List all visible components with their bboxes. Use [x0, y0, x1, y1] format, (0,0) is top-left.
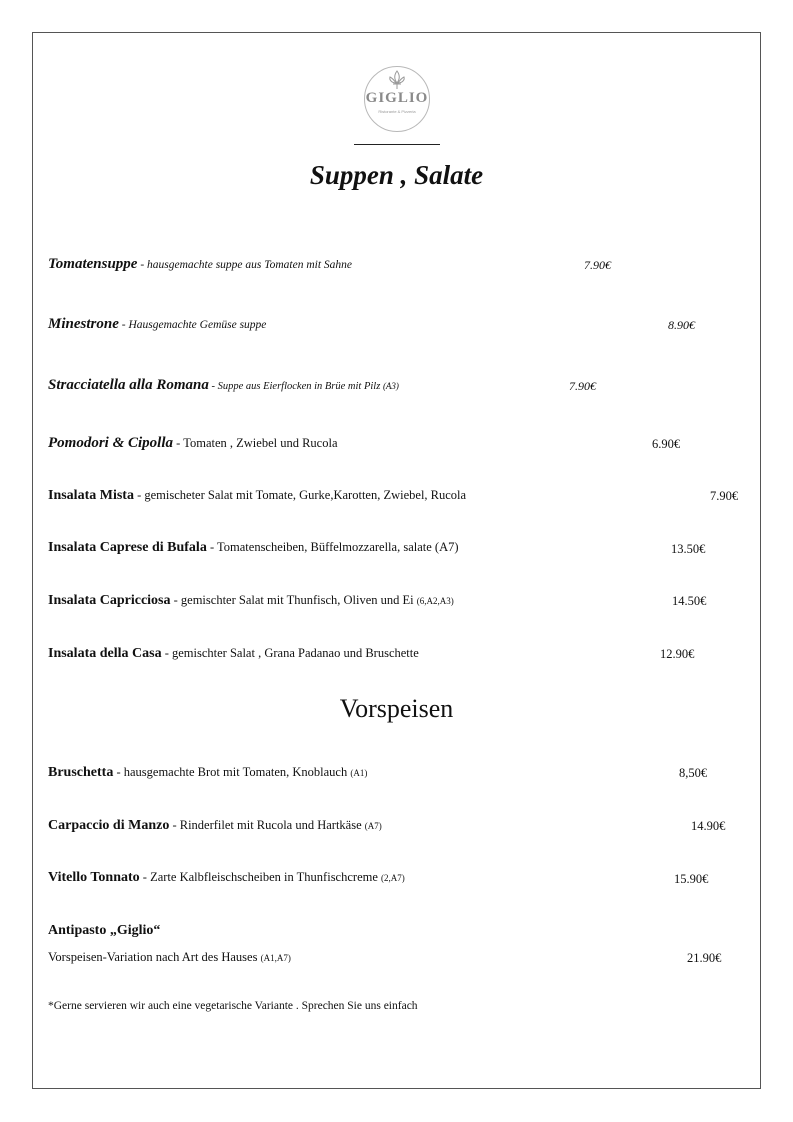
item-price: 7.90€	[569, 379, 596, 393]
item-name: Carpaccio di Manzo	[48, 818, 170, 833]
item-price: 13.50€	[671, 542, 706, 556]
menu-item-insalata-mista	[48, 488, 466, 504]
item-allergens: (A3)	[382, 381, 399, 391]
menu-item-insalata-della-casa	[48, 646, 419, 662]
menu-item-bruschetta	[48, 765, 367, 781]
item-price: 14.90€	[691, 819, 726, 833]
logo-subtitle: Ristorante & Pizzeria	[378, 109, 416, 114]
item-name: Minestrone	[48, 316, 119, 332]
item-name: Insalata Caprese di Bufala	[48, 540, 207, 555]
item-description: - gemischter Salat mit Thunfisch, Oliven und Ei	[170, 593, 417, 607]
item-description: - gemischeter Salat mit Tomate, Gurke,Karotten, Zwiebel, Rucola	[133, 488, 467, 502]
item-description: - Hausgemachte Gemüse suppe	[118, 319, 267, 331]
item-allergens: (A1,A7)	[260, 953, 291, 963]
menu-item-antipasto-giglio	[48, 923, 160, 939]
vegetarian-note: *Gerne servieren wir auch eine vegetarische Variante . Sprechen Sie uns einfach	[48, 1000, 418, 1012]
menu-item-insalata-capricciosa	[48, 593, 454, 609]
item-name: Insalata Mista	[48, 488, 134, 503]
item-allergens: (6,A2,A3)	[416, 596, 454, 606]
item-price: 12.90€	[660, 647, 695, 661]
item-price: 8,50€	[679, 766, 708, 780]
item-allergens: (2,A7)	[381, 873, 405, 883]
item-price: 21.90€	[687, 951, 722, 965]
fleur-de-lis-icon	[386, 70, 408, 92]
item-description: - hausgemachte suppe aus Tomaten mit Sahne	[137, 259, 353, 271]
item-price: 6.90€	[652, 437, 681, 451]
item-price: 14.50€	[672, 594, 707, 608]
item-price: 15.90€	[674, 872, 709, 886]
menu-item-minestrone	[48, 316, 266, 333]
giglio-logo	[364, 66, 430, 132]
menu-item-insalata-caprese	[48, 540, 459, 556]
item-name: Insalata Capricciosa	[48, 593, 171, 608]
item-name: Pomodori & Cipolla	[48, 435, 174, 451]
menu-item-stracciatella	[48, 377, 399, 394]
section-title-suppen-salate: Suppen , Salate	[309, 160, 484, 190]
item-name: Bruschetta	[48, 765, 114, 780]
item-price: 7.90€	[584, 258, 611, 272]
item-description: - Tomatenscheiben, Büffelmozzarella, salate (A7)	[206, 540, 459, 554]
item-description: Vorspeisen-Variation nach Art des Hauses	[48, 950, 261, 964]
menu-item-vitello-tonnato	[48, 870, 405, 886]
item-description: - Suppe aus Eierflocken in Brüe mit Pilz	[208, 381, 383, 392]
item-description: - Zarte Kalbfleischscheiben in Thunfischcreme	[139, 870, 382, 884]
item-price: 7.90€	[710, 489, 739, 503]
item-allergens: (A7)	[364, 821, 382, 831]
item-name: Tomatensuppe	[48, 256, 138, 272]
section-title-vorspeisen: Vorspeisen	[339, 694, 454, 723]
item-description: - gemischter Salat , Grana Padanao und Bruschette	[161, 646, 419, 660]
item-price: 8.90€	[668, 318, 695, 332]
item-description: - Tomaten , Zwiebel und Rucola	[173, 436, 338, 450]
header-divider	[354, 144, 440, 145]
item-name: Vitello Tonnato	[48, 870, 140, 885]
item-description: - Rinderfilet mit Rucola und Hartkäse	[169, 818, 365, 832]
logo-name: GIGLIO	[365, 90, 429, 106]
item-name: Stracciatella alla Romana	[48, 377, 209, 393]
item-name: Insalata della Casa	[48, 646, 162, 661]
menu-item-tomatensuppe	[48, 256, 352, 273]
item-allergens: (A1)	[350, 768, 368, 778]
menu-item-antipasto-description	[48, 950, 291, 965]
item-name: Antipasto „Giglio“	[48, 923, 161, 938]
item-description: - hausgemachte Brot mit Tomaten, Knoblauch	[113, 765, 351, 779]
menu-item-pomodori-cipolla	[48, 435, 338, 452]
menu-item-carpaccio	[48, 818, 382, 834]
